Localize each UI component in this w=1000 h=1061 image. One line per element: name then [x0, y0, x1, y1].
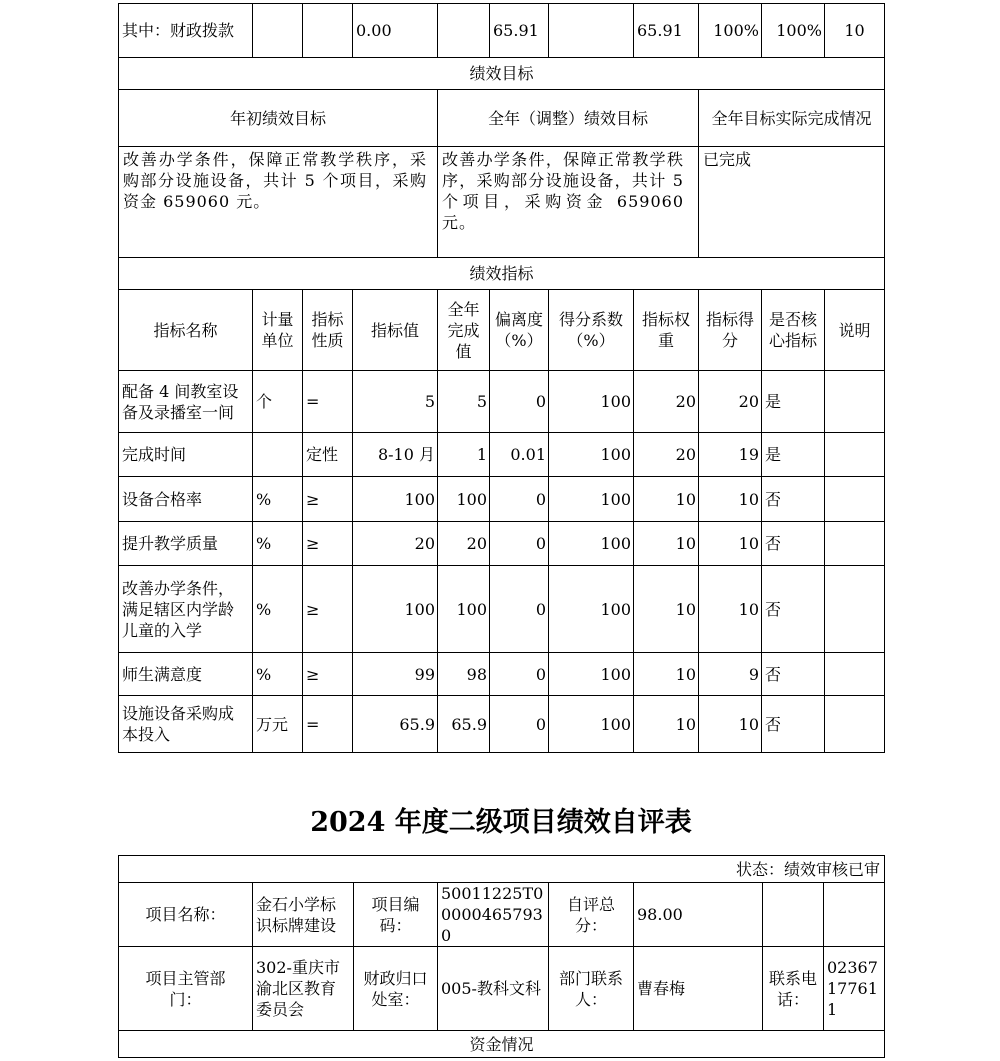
indicator-score: 9: [699, 653, 762, 696]
project-name-value: 金石小学标识标牌建设: [253, 883, 354, 947]
indicator-weight: 20: [634, 371, 699, 433]
indicator-deviation: 0: [490, 653, 549, 696]
indicator-deviation: 0.01: [490, 433, 549, 477]
indicator-unit: 个: [253, 371, 303, 433]
indicator-completed: 100: [438, 566, 490, 653]
indicator-completed: 20: [438, 522, 490, 566]
indicator-name: 设备合格率: [119, 477, 253, 522]
indicator-score: 10: [699, 566, 762, 653]
indicator-nature: ≥: [303, 566, 353, 653]
indicator-name: 提升教学质量: [119, 522, 253, 566]
col-header-core: 是否核心指标: [762, 290, 825, 371]
indicator-deviation: 0: [490, 566, 549, 653]
indicator-unit: %: [253, 522, 303, 566]
indicator-coefficient: 100: [549, 696, 634, 753]
col-header-note: 说明: [825, 290, 885, 371]
empty-cell: [763, 883, 824, 947]
indicator-note: [825, 653, 885, 696]
indicator-unit: %: [253, 477, 303, 522]
targets-header-initial: 年初绩效目标: [119, 90, 438, 147]
indicator-row: [119, 371, 885, 433]
finance-office-value: 005-教科文科: [438, 947, 549, 1031]
project-info-row: [119, 883, 885, 947]
finance-office-label: 财政归口处室：: [354, 947, 438, 1031]
project-code-value: 50011225T000004657930: [438, 883, 549, 947]
indicator-score: 10: [699, 522, 762, 566]
indicator-weight: 10: [634, 696, 699, 753]
funding-fiscal-row: [119, 4, 885, 58]
indicator-deviation: 0: [490, 522, 549, 566]
performance-table: [118, 3, 885, 753]
indicator-row: [119, 566, 885, 653]
indicator-score: 20: [699, 371, 762, 433]
indicators-section-row: [119, 258, 885, 290]
indicator-completed: 1: [438, 433, 490, 477]
indicator-nature: ≥: [303, 653, 353, 696]
targets-header-actual: 全年目标实际完成情况: [699, 90, 885, 147]
indicator-unit: %: [253, 566, 303, 653]
indicator-completed: 100: [438, 477, 490, 522]
indicator-target: 8-10 月: [353, 433, 438, 477]
indicator-note: [825, 566, 885, 653]
targets-section-title: 绩效目标: [119, 58, 885, 90]
indicator-weight: 10: [634, 522, 699, 566]
indicator-deviation: 0: [490, 696, 549, 753]
indicator-score: 19: [699, 433, 762, 477]
indicator-nature: ≥: [303, 477, 353, 522]
indicator-note: [825, 696, 885, 753]
indicator-coefficient: 100: [549, 433, 634, 477]
indicator-coefficient: 100: [549, 566, 634, 653]
col-header-target: 指标值: [353, 290, 438, 371]
indicator-completed: 5: [438, 371, 490, 433]
indicator-completed: 65.9: [438, 696, 490, 753]
indicator-row: [119, 433, 885, 477]
page-title: 2024 年度二级项目绩效自评表: [310, 807, 692, 838]
indicator-deviation: 0: [490, 477, 549, 522]
indicator-name: 改善办学条件，满足辖区内学龄儿童的入学: [119, 566, 253, 653]
indicator-row: [119, 653, 885, 696]
targets-initial-text: 改善办学条件，保障正常教学秩序，采购部分设施设备，共计 5 个项目，采购资金 659060 元。: [119, 147, 438, 258]
dept-value: 302-重庆市渝北区教育委员会: [253, 947, 354, 1031]
funding-empty-cell: [438, 4, 490, 58]
indicator-core: 否: [762, 477, 825, 522]
indicator-target: 99: [353, 653, 438, 696]
indicator-weight: 10: [634, 566, 699, 653]
status-row: [119, 856, 885, 883]
targets-header-row: [119, 90, 885, 147]
indicator-unit: 万元: [253, 696, 303, 753]
contact-label: 部门联系人：: [549, 947, 634, 1031]
targets-header-adjusted: 全年（调整）绩效目标: [438, 90, 699, 147]
funding-executed: 65.91: [634, 4, 699, 58]
indicator-nature: ≥: [303, 522, 353, 566]
project-name-label: 项目名称：: [119, 883, 253, 947]
indicator-target: 65.9: [353, 696, 438, 753]
indicator-note: [825, 433, 885, 477]
indicator-nature: 定性: [303, 433, 353, 477]
indicator-core: 是: [762, 371, 825, 433]
contact-value: 曹春梅: [634, 947, 763, 1031]
indicator-core: 否: [762, 522, 825, 566]
phone-value: 02367177611: [824, 947, 885, 1031]
empty-cell: [824, 883, 885, 947]
indicator-core: 否: [762, 653, 825, 696]
targets-section-row: [119, 58, 885, 90]
indicator-name: 配备 4 间教室设备及录播室一间: [119, 371, 253, 433]
project-code-label: 项目编码：: [354, 883, 438, 947]
indicator-weight: 10: [634, 477, 699, 522]
col-header-score: 指标得分: [699, 290, 762, 371]
indicator-row: [119, 522, 885, 566]
funding-score: 10: [825, 4, 885, 58]
indicator-completed: 98: [438, 653, 490, 696]
indicator-coefficient: 100: [549, 653, 634, 696]
indicator-note: [825, 371, 885, 433]
indicator-note: [825, 477, 885, 522]
indicator-score: 10: [699, 696, 762, 753]
indicator-target: 100: [353, 566, 438, 653]
indicators-section-title: 绩效指标: [119, 258, 885, 290]
targets-adjusted-text: 改善办学条件，保障正常教学秩序，采购部分设施设备，共计 5 个项目，采购资金 659060 元。: [438, 147, 699, 258]
funding-label: 其中：财政拨款: [119, 4, 253, 58]
funding-budget-final: 65.91: [490, 4, 549, 58]
self-score-value: 98.00: [634, 883, 763, 947]
indicator-target: 20: [353, 522, 438, 566]
indicator-coefficient: 100: [549, 522, 634, 566]
funding-budget-initial: 0.00: [353, 4, 438, 58]
indicators-header-row: [119, 290, 885, 371]
indicator-core: 否: [762, 566, 825, 653]
indicator-core: 是: [762, 433, 825, 477]
indicator-row: [119, 696, 885, 753]
funding-empty-cell: [303, 4, 353, 58]
indicator-name: 设施设备采购成本投入: [119, 696, 253, 753]
indicator-unit: [253, 433, 303, 477]
funding-section-row: [119, 1031, 885, 1058]
indicator-weight: 10: [634, 653, 699, 696]
col-header-weight: 指标权重: [634, 290, 699, 371]
funding-section-title: 资金情况: [119, 1031, 885, 1058]
indicator-nature: =: [303, 696, 353, 753]
indicator-deviation: 0: [490, 371, 549, 433]
col-header-coefficient: 得分系数（%）: [549, 290, 634, 371]
funding-rate-1: 100%: [699, 4, 762, 58]
department-info-row: [119, 947, 885, 1031]
funding-rate-2: 100%: [762, 4, 825, 58]
targets-actual-text: 已完成: [699, 147, 885, 258]
col-header-nature: 指标性质: [303, 290, 353, 371]
col-header-deviation: 偏离度（%）: [490, 290, 549, 371]
funding-empty-cell: [549, 4, 634, 58]
document-page: [118, 3, 884, 1058]
col-header-unit: 计量单位: [253, 290, 303, 371]
indicator-core: 否: [762, 696, 825, 753]
dept-label: 项目主管部门：: [119, 947, 253, 1031]
indicator-score: 10: [699, 477, 762, 522]
col-header-completed: 全年完成值: [438, 290, 490, 371]
indicator-coefficient: 100: [549, 477, 634, 522]
targets-content-row: [119, 147, 885, 258]
indicator-name: 完成时间: [119, 433, 253, 477]
status-badge: 状态：绩效审核已审: [119, 856, 885, 883]
funding-empty-cell: [253, 4, 303, 58]
indicator-row: [119, 477, 885, 522]
indicator-target: 5: [353, 371, 438, 433]
indicator-target: 100: [353, 477, 438, 522]
indicator-weight: 20: [634, 433, 699, 477]
indicator-name: 师生满意度: [119, 653, 253, 696]
indicator-nature: =: [303, 371, 353, 433]
indicator-coefficient: 100: [549, 371, 634, 433]
phone-label: 联系电话：: [763, 947, 824, 1031]
self-eval-table: [118, 855, 885, 1058]
self-score-label: 自评总分：: [549, 883, 634, 947]
col-header-name: 指标名称: [119, 290, 253, 371]
indicator-unit: %: [253, 653, 303, 696]
indicator-note: [825, 522, 885, 566]
